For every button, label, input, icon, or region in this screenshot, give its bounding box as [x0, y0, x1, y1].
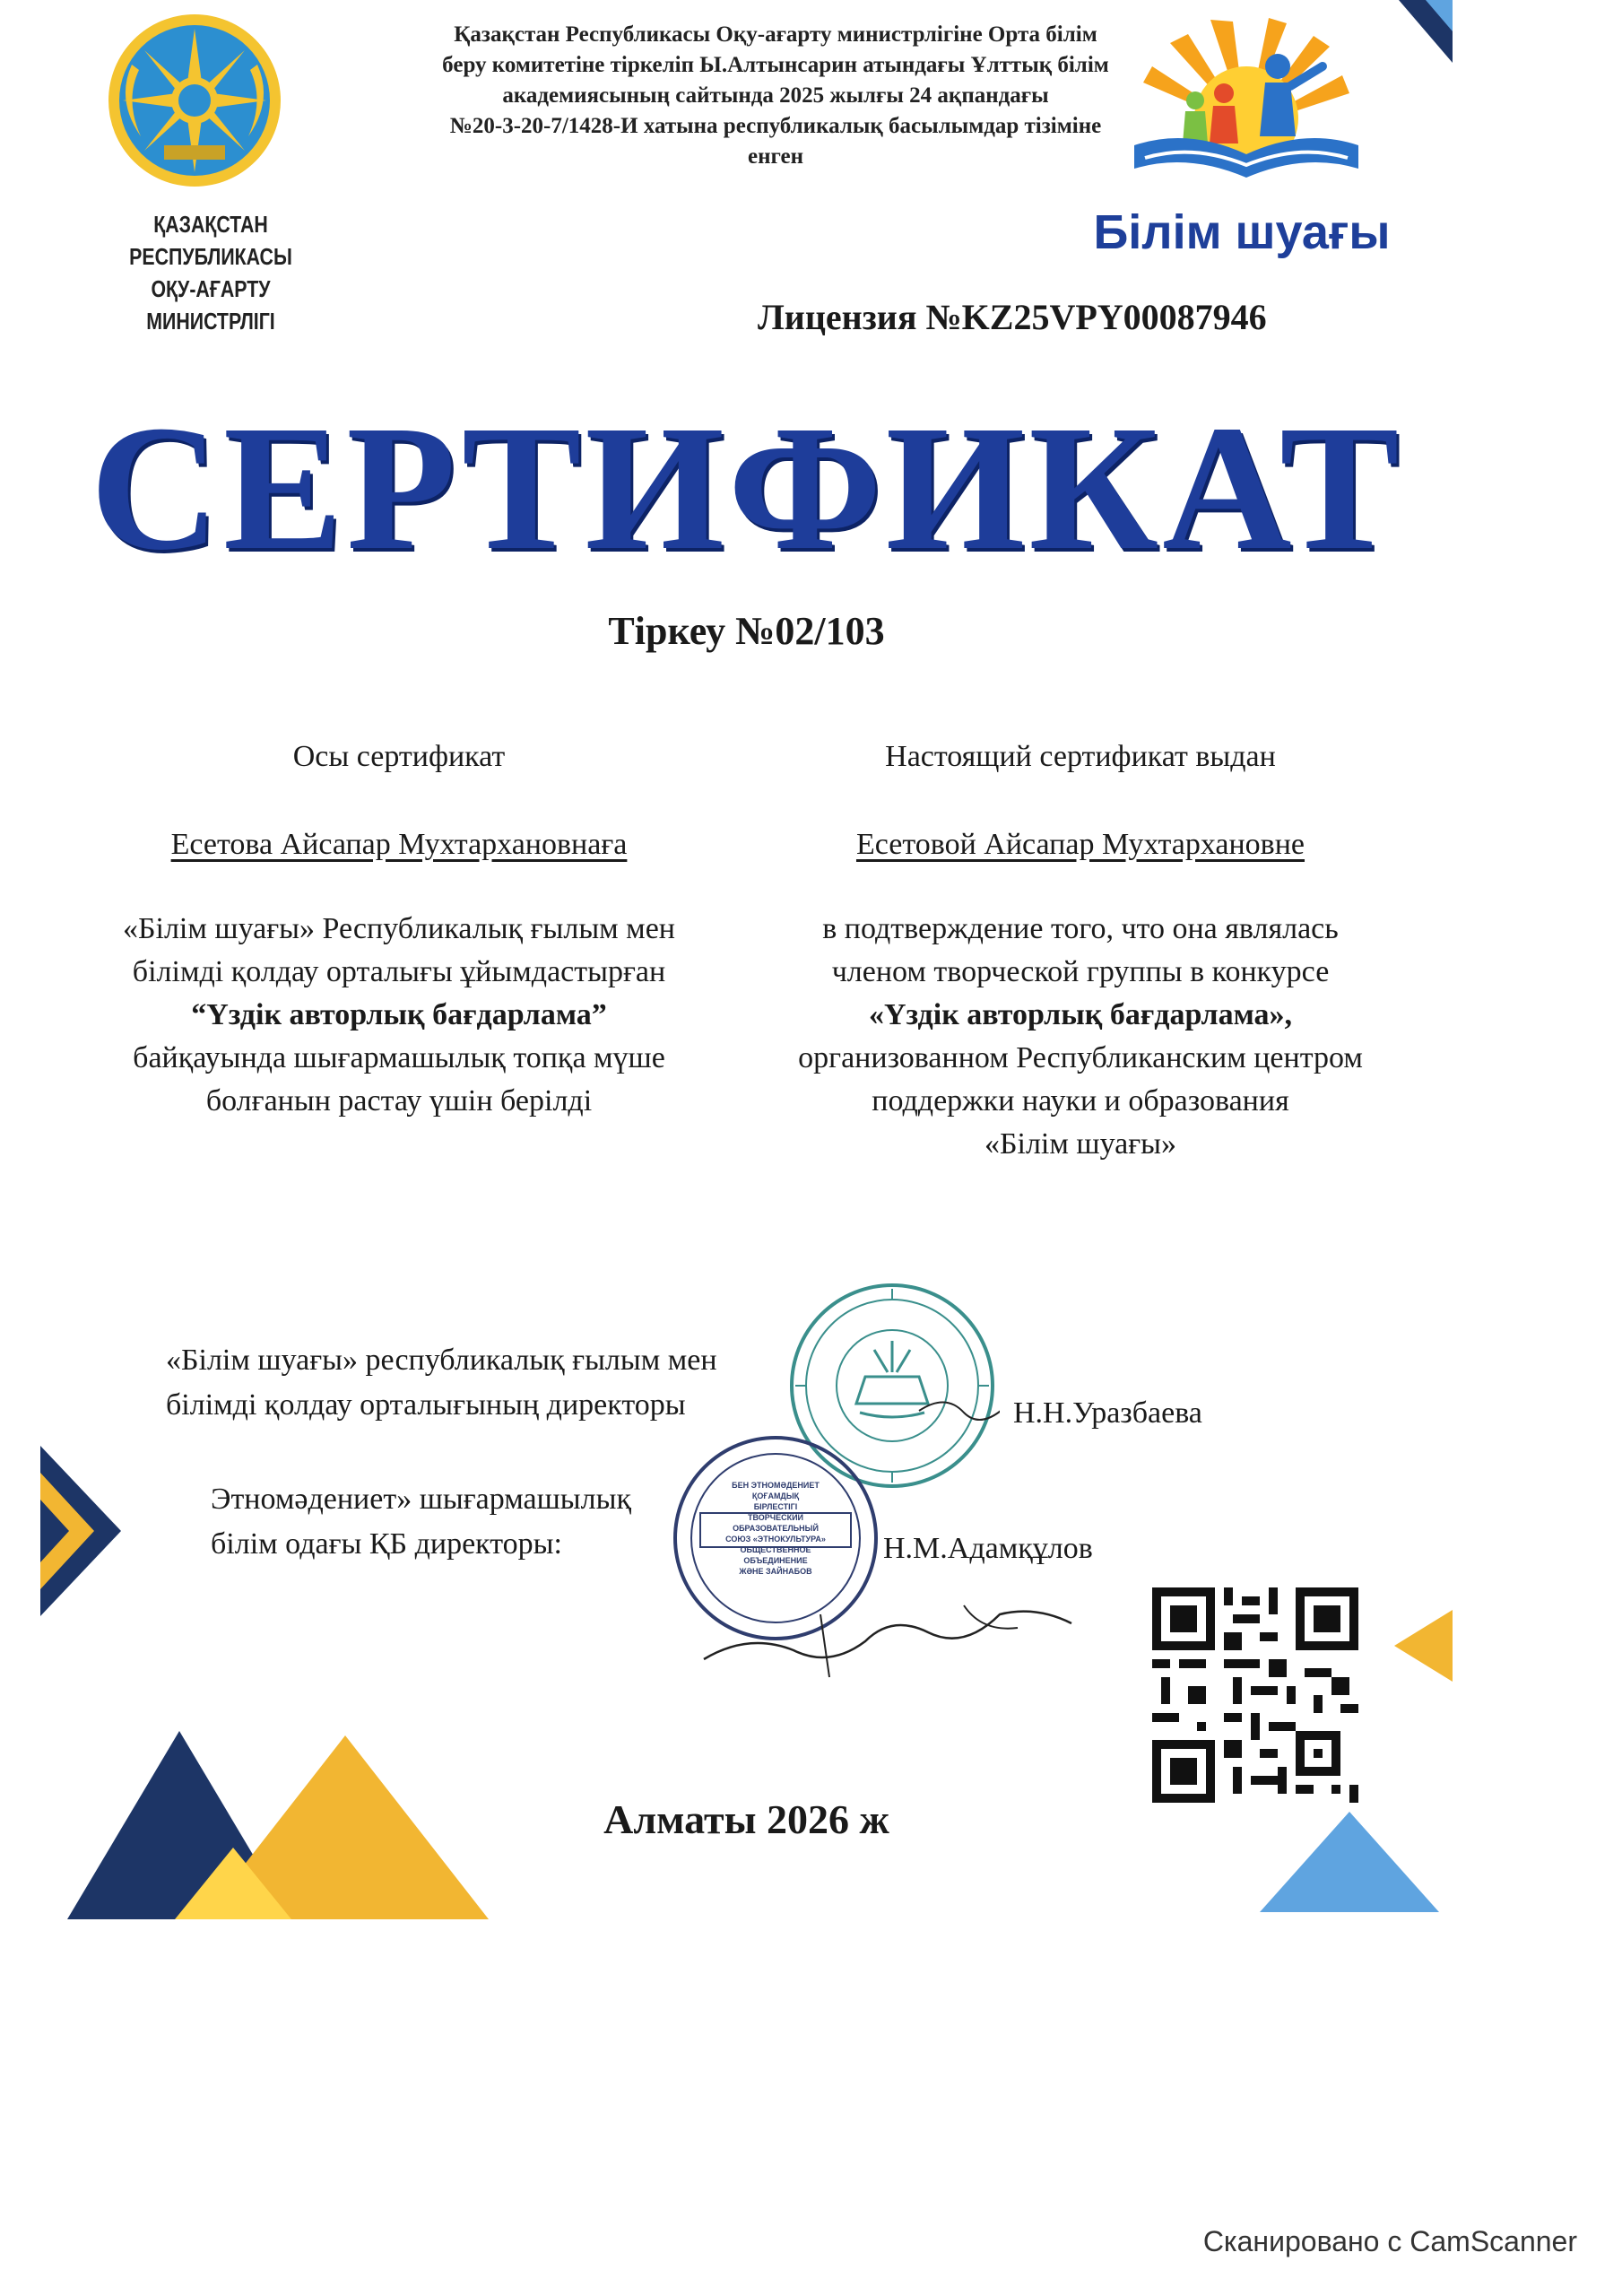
- right-recipient: Есетовой Айсапар Мухтархановне: [855, 828, 1305, 861]
- left-body-line: байқауында шығармашылық топқа мүше: [133, 1041, 665, 1074]
- ministry-line-2: ОҚУ-АҒАРТУ МИНИСТРЛІГІ: [146, 275, 275, 335]
- director1-line: білімді қолдау орталығының директоры: [166, 1388, 686, 1422]
- stamp-line: СОЮЗ «ЭТНОКУЛЬТУРА»: [725, 1535, 826, 1544]
- state-emblem-icon: [105, 11, 284, 190]
- decree-line: №20-3-20-7/1428-И хатына республикалық басылымдар тізіміне: [449, 114, 1102, 138]
- certificate-sheet: [40, 0, 1453, 2224]
- right-body-line: членом творческой группы в конкурсе: [831, 955, 1330, 988]
- certificate-title: СЕРТИФИКАТ: [90, 389, 1403, 587]
- left-body-line: «Білім шуағы» Республикалық ғылым мен: [122, 912, 675, 945]
- corner-triangle-top-right: [1385, 0, 1453, 72]
- stamp-line: БІРЛЕСТІГІ: [753, 1502, 798, 1511]
- right-body-line: поддержки науки и образования: [872, 1084, 1289, 1118]
- stamp-line: ОБЩЕСТВЕННОЕ: [740, 1545, 811, 1554]
- right-column: [749, 735, 1412, 1166]
- qr-code-icon[interactable]: [1152, 1587, 1358, 1803]
- bilim-shuagy-logo-icon: [1098, 11, 1394, 199]
- right-intro: Настоящий сертификат выдан: [885, 740, 1276, 773]
- right-body-line: «Білім шуағы»: [984, 1127, 1176, 1161]
- right-body-line: организованном Республиканским центром: [798, 1041, 1363, 1074]
- left-recipient: Есетова Айсапар Мухтархановнаға: [170, 828, 628, 861]
- ministry-line-1: ҚАЗАҚСТАН РЕСПУБЛИКАСЫ: [129, 211, 292, 270]
- left-contest-name: “Үздік авторлық бағдарлама”: [191, 998, 607, 1031]
- decree-line: енген: [747, 144, 804, 169]
- director1-title: [166, 1338, 847, 1428]
- brand-name: Білім шуағы: [1093, 205, 1391, 259]
- left-column: [94, 735, 704, 1123]
- director2-line: білім одағы ҚБ директоры:: [211, 1527, 562, 1561]
- city-year: Алматы 2026 ж: [603, 1796, 889, 1842]
- union-stamp-text: [717, 1480, 834, 1577]
- decree-line: академиясының сайтында 2025 жылғы 24 ақпандағы: [502, 83, 1049, 108]
- decree-line: Қазақстан Республикасы Оқу-ағарту министрлігіне Орта білім: [454, 22, 1097, 47]
- decree-line: беру комитетіне тіркеліп Ы.Алтынсарин атындағы Ұлттық білім: [442, 53, 1109, 77]
- registration-number: Тіркеу №02/103: [608, 609, 885, 653]
- left-body-line: білімді қолдау орталығы ұйымдастырған: [132, 955, 666, 988]
- right-body-line: в подтверждение того, что она являлась: [822, 912, 1339, 945]
- director1-name: Н.Н.Уразбаева: [1013, 1396, 1202, 1430]
- right-edge-triangle-icon: [1394, 1610, 1453, 1682]
- decree-text: [345, 20, 1206, 172]
- stamp-line: БЕН ЭТНОМӘДЕНИЕТ: [732, 1481, 820, 1490]
- director2-name: Н.М.Адамқұлов: [883, 1532, 1093, 1565]
- stamp-line: ОБЪЕДИНЕНИЕ: [743, 1556, 808, 1565]
- stamp-line: ҚОҒАМДЫҚ: [751, 1492, 800, 1500]
- side-arrow-icon: [40, 1446, 126, 1616]
- signature-scribble-icon: [695, 1578, 1125, 1686]
- ministry-label: [90, 208, 333, 337]
- director2-line: Этномәдениет» шығармашылық: [211, 1483, 631, 1516]
- director1-line: «Білім шуағы» республикалық ғылым мен: [166, 1344, 717, 1377]
- license-number: Лицензия №KZ25VPY00087946: [758, 297, 1267, 337]
- left-intro: Осы сертификат: [292, 740, 506, 773]
- scanner-note: Сканировано с CamScanner: [1202, 2225, 1577, 2257]
- right-contest-name: «Үздік авторлық бағдарлама»,: [868, 998, 1293, 1031]
- stamp-line: ЖӘНЕ ЗАЙНАБОВ: [739, 1567, 812, 1576]
- stamp-line: ТВОРЧЕСКИЙ ОБРАЗОВАТЕЛЬНЫЙ: [733, 1513, 819, 1533]
- left-body-line: болғанын растау үшін берілді: [205, 1084, 593, 1118]
